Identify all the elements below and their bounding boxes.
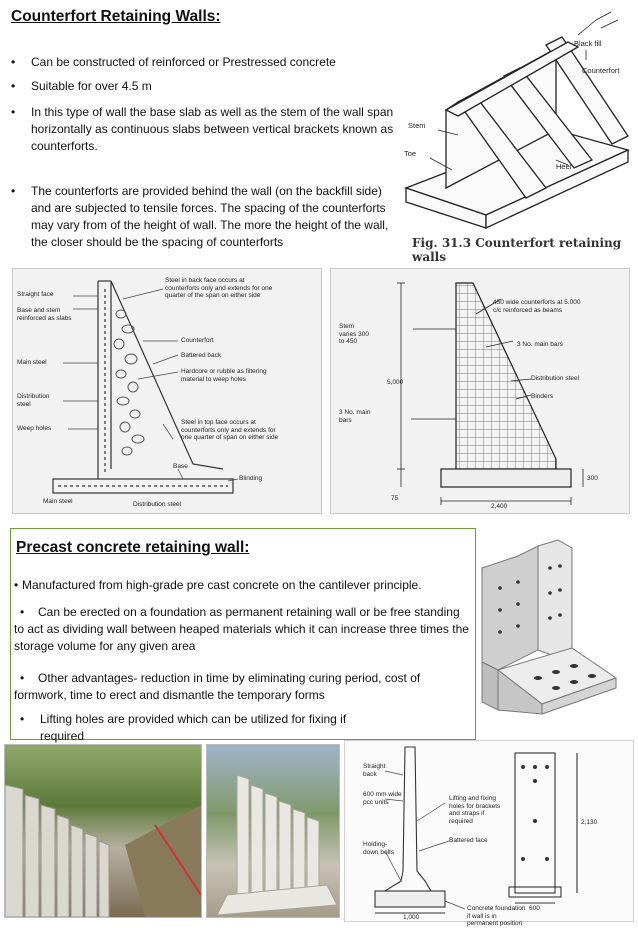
label-stem: Stem varies 300 to 450 (339, 323, 369, 345)
bullet-item: • Suitable for over 4.5 m (11, 78, 391, 95)
label-straight-face: Straight face (17, 291, 54, 298)
bullet-text: Manufactured from high-grade pre cast concrete on the cantilever principle. (22, 578, 422, 592)
bullet-item: • The counterforts are provided behind the wall (on the backfill side) and are subjected to tensile forces. The spacing of the counterforts may vary from of the height of wall. The more the height of the wall, the closer should be the spacing of counterforts (11, 183, 396, 251)
bullet-text: Can be constructed of reinforced or Prestressed concrete (31, 55, 336, 69)
label-steel-back: Steel in back face occurs at counterforts only and extends for one quarter of the span on either side (165, 277, 273, 299)
bullet-item: • Other advantages- reduction in time by eliminating curing period, cost of formwork, time to erect and dismantle the temporary forms (14, 670, 470, 704)
label-counterfort: Counterfort (582, 66, 620, 75)
label-units: 600 mm wide pcc units (363, 791, 402, 806)
bullet-item: • In this type of wall the base slab as well as the stem of the wall span horizontally as continuous slabs between vertical brackets known as counterforts. (11, 104, 396, 155)
bullet-text: Can be erected on a foundation as permanent retaining wall or be free standing to act as dividing wall between heaped materials which it can increase three times the storage volume for any given area (14, 605, 469, 653)
label-weep-holes: Weep holes (17, 425, 52, 432)
label-binders: Binders (531, 393, 554, 400)
label-battered-face: Battered face (449, 837, 488, 844)
label-main-steel-bottom: Main steel (43, 498, 73, 505)
figure-counterfort-isometric (396, 10, 634, 264)
label-concrete-foundation: Concrete foundation if wall is in permanent position (467, 905, 526, 927)
dimension-height: 2,130 (581, 819, 598, 826)
label-distribution-steel: Distribution steel (17, 393, 50, 408)
bullet-item: • Manufactured from high-grade pre cast concrete on the cantilever principle. (14, 577, 470, 594)
dimension-blinding: 75 (391, 495, 399, 502)
label-steel-top: Steel in top face occurs at counterforts only and extends for one quarter of span on either side (181, 419, 279, 441)
label-holding-bolts: Holding-down bolts (363, 841, 395, 856)
label-backfill: Black fill (574, 39, 602, 48)
label-counterfort: Counterfort (181, 337, 214, 344)
reinforcement-drawing (13, 269, 321, 513)
bullet-text: Other advantages- reduction in time by eliminating curing period, cost of formwork, time to erect and dismantle the temporary forms (14, 671, 421, 702)
dimension-base-width: 2,400 (491, 503, 508, 510)
figure-counterfort-reinforcement (12, 268, 322, 514)
photo-precast-installation-sketch (5, 745, 201, 917)
bullet-text: Lifting holes are provided which can be utilized for fixing if required (40, 712, 347, 743)
label-distribution-steel: Distribution steel (531, 375, 580, 382)
bullet-text: The counterforts are provided behind the wall (on the backfill side) and are subjected to tensile forces. The spacing of the counterforts may vary from of the height of wall. The more the height of the wall, the closer should be the spacing of counterforts (31, 184, 389, 249)
label-blinding: Blinding (239, 475, 263, 482)
label-battered-back: Battered back (181, 352, 222, 359)
bullet-item: • Can be constructed of reinforced or Prestressed concrete (11, 54, 391, 71)
label-main-steel: Main steel (17, 359, 47, 366)
label-hardcore: Hardcore or rubble as filtering material to weep holes (181, 368, 267, 383)
figure-caption: Fig. 31.3 Counterfort retaining walls (412, 236, 622, 264)
dimension-base-width: 1,000 (403, 914, 420, 921)
figure-counterfort-section (330, 268, 630, 514)
photo-precast-walls (206, 744, 340, 918)
section-title-counterfort: Counterfort Retaining Walls: (11, 8, 221, 25)
bullet-item: • Can be erected on a foundation as permanent retaining wall or be free standing to act as dividing wall between heaped materials which it can increase three times the storage volume for any given area (14, 605, 469, 653)
label-stem: Stem (408, 121, 426, 130)
label-base-stem: Base and stem reinforced as slabs (17, 307, 72, 322)
label-straight-back: Straight back (363, 763, 386, 778)
label-counterforts: 450 wide counterforts at 5.000 c/c reinforced as beams (493, 299, 581, 314)
label-toe: Toe (404, 149, 417, 158)
dimension-height: 5,000 (387, 379, 404, 386)
photo-precast-installation (4, 744, 202, 918)
photo-precast-walls-sketch (207, 745, 339, 917)
bullet-text: Suitable for over 4.5 m (31, 79, 152, 93)
label-heel: Heel (556, 162, 572, 171)
dimension-unit-width: 600 (529, 905, 540, 912)
precast-unit-drawing (478, 538, 628, 718)
bullet-item: • Lifting holes are provided which can be utilized for fixing if required (14, 711, 364, 745)
section-title-precast: Precast concrete retaining wall: (16, 539, 250, 556)
figure-precast-unit (478, 538, 628, 718)
label-distribution-steel-bottom: Distribution steel (133, 501, 182, 508)
label-lifting-holes: Lifting and fixing holes for brackets and straps if required (449, 795, 501, 825)
label-base: Base (173, 463, 188, 470)
label-main-bars: 3 No. main bars (517, 341, 563, 348)
label-main-bars-2: 3 No. main bars (339, 409, 371, 424)
figure-precast-drawing (344, 740, 634, 927)
dimension-base-depth: 300 (587, 475, 598, 482)
bullet-text: In this type of wall the base slab as well as the stem of the wall span horizontally as continuous slabs between vertical brackets known as counterforts. (31, 105, 394, 153)
